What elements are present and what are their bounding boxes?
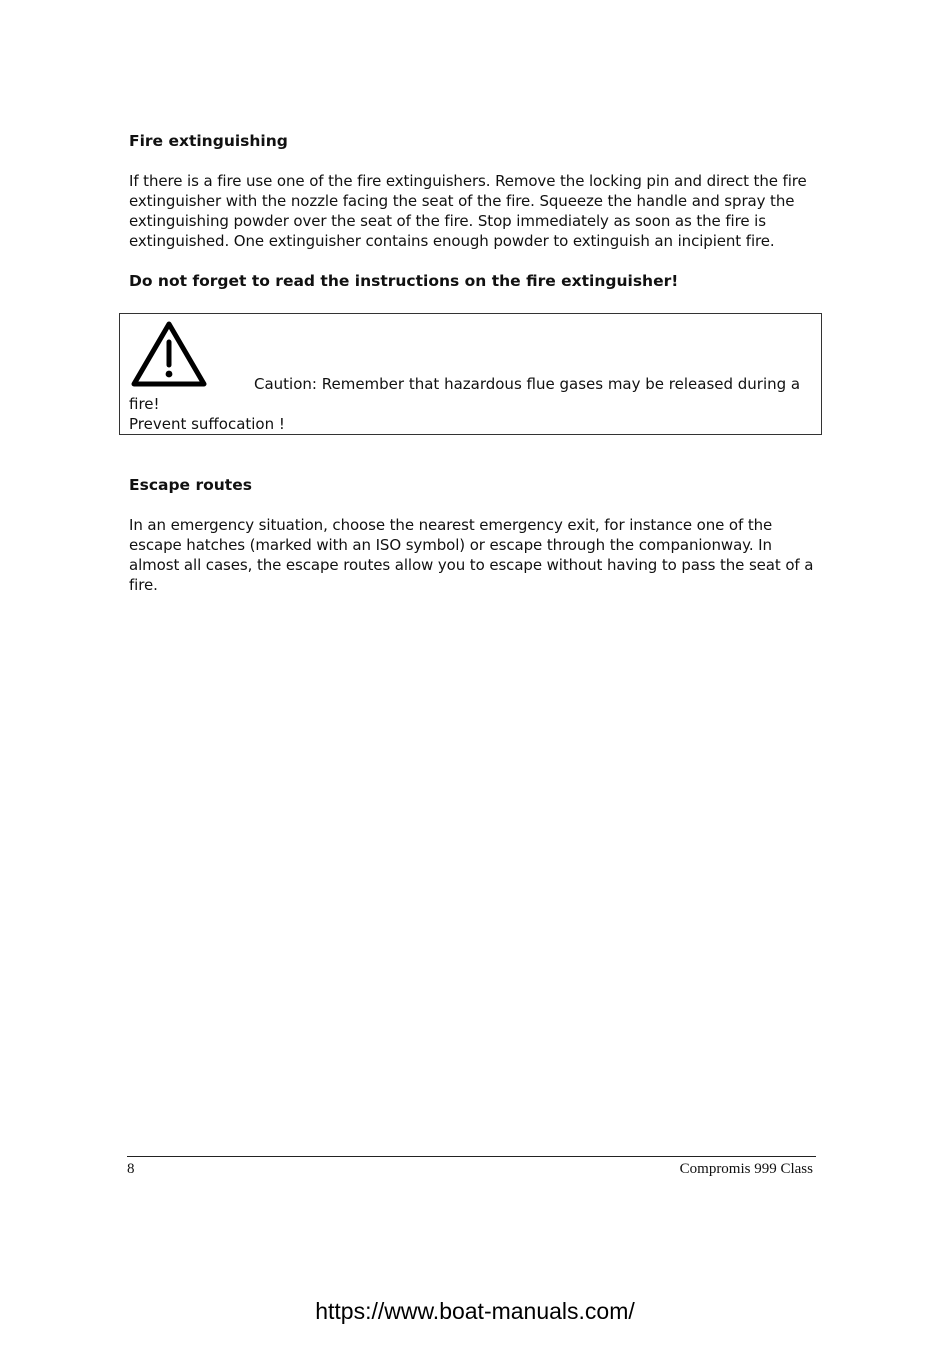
source-url-link[interactable]: https://www.boat-manuals.com/ xyxy=(315,1298,635,1324)
fire-extinguishing-heading: Fire extinguishing xyxy=(129,132,288,150)
read-instructions-warning: Do not forget to read the instructions on the fire extinguisher! xyxy=(129,272,679,290)
footer-divider xyxy=(127,1156,816,1157)
escape-routes-paragraph: In an emergency situation, choose the nearest emergency exit, for instance one of the escape hatches (marked with an ISO symbol) or escape through the companionway. In almost all cases, the escape routes allow you to escape without having to pass the seat of a fire. xyxy=(129,516,814,594)
footer-document-title: Compromis 999 Class xyxy=(679,1161,813,1177)
escape-routes-heading: Escape routes xyxy=(129,476,252,494)
caution-text-line3: Prevent suffocation ! xyxy=(129,415,285,433)
caution-box xyxy=(119,313,822,435)
escape-section xyxy=(129,475,819,595)
fire-extinguishing-paragraph: If there is a fire use one of the fire extinguishers. Remove the locking pin and direct the fire extinguisher with the nozzle facing the seat of the fire. Squeeze the handle and spray the extinguishing powder over the seat of the fire. Stop immediately as soon as the fire is extinguished. One extinguisher contains enough powder to extinguish an incipient fire. xyxy=(129,172,807,250)
footer-page-number: 8 xyxy=(127,1161,135,1177)
page-content xyxy=(129,131,819,291)
caution-text-line2: fire! xyxy=(129,395,160,413)
warning-triangle-icon xyxy=(129,318,209,390)
caution-text-line1: Caution: Remember that hazardous flue gases may be released during a xyxy=(254,375,801,393)
